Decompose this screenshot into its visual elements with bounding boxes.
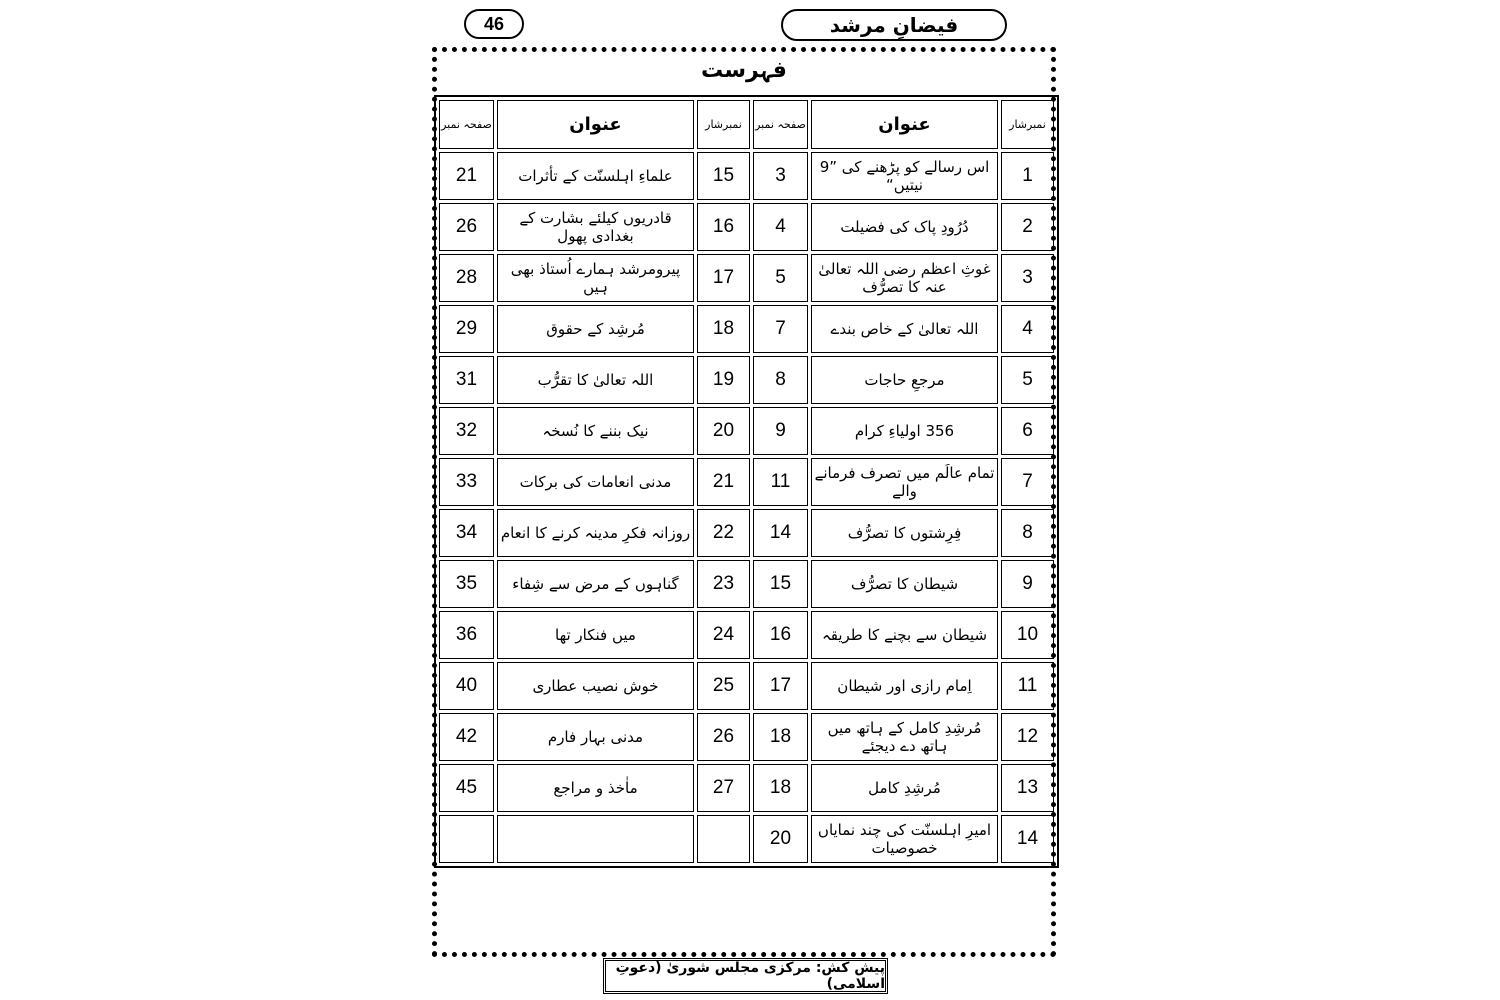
right-page-cell: 18 [753, 713, 808, 761]
left-page-cell: 21 [439, 152, 494, 200]
left-page-cell: 28 [439, 254, 494, 302]
left-serial-cell: 26 [697, 713, 750, 761]
right-page-cell: 20 [753, 815, 808, 863]
left-serial-cell: 19 [697, 356, 750, 404]
left-title-cell: گناہوں کے مرض سے شِفاء [497, 560, 694, 608]
book-title: فیضانِ مرشد [781, 9, 1007, 41]
right-serial-cell: 3 [1001, 254, 1054, 302]
left-page-cell: 31 [439, 356, 494, 404]
page-number: 46 [464, 9, 524, 39]
right-page-cell: 8 [753, 356, 808, 404]
toc-row [439, 560, 1054, 608]
toc-row [439, 152, 1054, 200]
right-title-cell: شیطان کا تصرُّف [811, 560, 998, 608]
right-serial-cell: 10 [1001, 611, 1054, 659]
right-page-col-header: صفحہ نمبر [753, 100, 808, 149]
left-title-cell: میں فنکار تھا [497, 611, 694, 659]
left-page-cell: 29 [439, 305, 494, 353]
left-page-cell: 42 [439, 713, 494, 761]
right-page-cell: 18 [753, 764, 808, 812]
left-serial-col-header: نمبرشار [697, 100, 750, 149]
left-title-cell: اللہ تعالیٰ کا تقرُّب [497, 356, 694, 404]
right-serial-cell: 2 [1001, 203, 1054, 251]
left-title-cell: مدنی بہار فارم [497, 713, 694, 761]
left-serial-cell: 17 [697, 254, 750, 302]
right-page-cell: 7 [753, 305, 808, 353]
right-title-cell: اس رسالے کو پڑھنے کی ”9 نیتیں“ [811, 152, 998, 200]
left-page-cell: 34 [439, 509, 494, 557]
left-serial-cell: 27 [697, 764, 750, 812]
right-page-cell: 11 [753, 458, 808, 506]
right-title-cell: امیرِ اہلسنّت کی چند نمایاں خصوصیات [811, 815, 998, 863]
left-page-cell: 36 [439, 611, 494, 659]
right-serial-cell: 6 [1001, 407, 1054, 455]
left-title-cell [497, 815, 694, 863]
left-title-cell: مدنی انعامات کی برکات [497, 458, 694, 506]
right-title-cell: شیطان سے بچنے کا طریقہ [811, 611, 998, 659]
left-serial-cell: 18 [697, 305, 750, 353]
right-title-cell: غوثِ اعظم رضی اللہ تعالیٰ عنہ کا تصرُّف [811, 254, 998, 302]
left-serial-cell: 24 [697, 611, 750, 659]
toc-table [434, 95, 1059, 868]
toc-row [439, 254, 1054, 302]
right-serial-cell: 12 [1001, 713, 1054, 761]
left-page-cell: 33 [439, 458, 494, 506]
left-title-cell: علماءِ اہلسنّت کے تأثرات [497, 152, 694, 200]
left-title-cell: مُرشِد کے حقوق [497, 305, 694, 353]
left-title-col-header: عنوان [497, 100, 694, 149]
right-serial-cell: 11 [1001, 662, 1054, 710]
right-serial-cell: 4 [1001, 305, 1054, 353]
left-serial-cell: 16 [697, 203, 750, 251]
toc-row [439, 356, 1054, 404]
left-title-cell: خوش نصیب عطاری [497, 662, 694, 710]
toc-row [439, 764, 1054, 812]
right-page-cell: 9 [753, 407, 808, 455]
left-title-cell: روزانہ فکرِ مدینہ کرنے کا انعام [497, 509, 694, 557]
right-title-cell: اِمام رازی اور شیطان [811, 662, 998, 710]
toc-heading: فہرست [701, 58, 787, 83]
left-serial-cell: 21 [697, 458, 750, 506]
right-serial-cell: 14 [1001, 815, 1054, 863]
right-serial-cell: 7 [1001, 458, 1054, 506]
left-page-cell: 45 [439, 764, 494, 812]
toc-row [439, 407, 1054, 455]
left-title-cell: نیک بننے کا نُسخہ [497, 407, 694, 455]
toc-row [439, 509, 1054, 557]
left-title-cell: ماٰخذ و مراجع [497, 764, 694, 812]
right-serial-col-header: نمبرشار [1001, 100, 1054, 149]
toc-row [439, 458, 1054, 506]
right-page-cell: 3 [753, 152, 808, 200]
left-serial-cell: 23 [697, 560, 750, 608]
right-title-cell: دُرُودِ پاک کی فضیلت [811, 203, 998, 251]
left-serial-cell: 22 [697, 509, 750, 557]
right-serial-cell: 8 [1001, 509, 1054, 557]
right-page-cell: 15 [753, 560, 808, 608]
right-title-cell: مُرشِدِ کامل [811, 764, 998, 812]
left-title-cell: قادریوں کیلئے بشارت کے بغدادی پھول [497, 203, 694, 251]
left-serial-cell: 20 [697, 407, 750, 455]
right-page-cell: 4 [753, 203, 808, 251]
right-title-cell: اللہ تعالیٰ کے خاص بندے [811, 305, 998, 353]
right-title-cell: مُرشِدِ کامل کے ہاتھ میں ہاتھ دے دیجئے [811, 713, 998, 761]
right-page-cell: 16 [753, 611, 808, 659]
toc-header-row [439, 100, 1054, 149]
toc-row [439, 611, 1054, 659]
right-title-cell: فِرِشتوں کا تصرُّف [811, 509, 998, 557]
left-title-cell: پیرومرشد ہمارے اُستاذ بھی ہیں [497, 254, 694, 302]
toc-row [439, 815, 1054, 863]
right-page-cell: 5 [753, 254, 808, 302]
right-title-cell: تمام عالَم میں تصرف فرمانے والے [811, 458, 998, 506]
left-page-col-header: صفحہ نمبر [439, 100, 494, 149]
right-title-col-header: عنوان [811, 100, 998, 149]
toc-row [439, 305, 1054, 353]
left-page-cell: 40 [439, 662, 494, 710]
left-serial-cell: 25 [697, 662, 750, 710]
right-page-cell: 14 [753, 509, 808, 557]
left-serial-cell [697, 815, 750, 863]
toc-row [439, 713, 1054, 761]
left-page-cell [439, 815, 494, 863]
left-page-cell: 26 [439, 203, 494, 251]
right-serial-cell: 1 [1001, 152, 1054, 200]
toc-row [439, 203, 1054, 251]
right-title-cell: 356 اولیاءِ کرام [811, 407, 998, 455]
left-page-cell: 32 [439, 407, 494, 455]
right-serial-cell: 9 [1001, 560, 1054, 608]
right-page-cell: 17 [753, 662, 808, 710]
toc-row [439, 662, 1054, 710]
right-serial-cell: 13 [1001, 764, 1054, 812]
right-title-cell: مرجعِ حاجات [811, 356, 998, 404]
left-serial-cell: 15 [697, 152, 750, 200]
left-page-cell: 35 [439, 560, 494, 608]
footer-credit: پیش کش: مرکزی مجلس شوریٰ (دعوتِ اسلامی) [603, 958, 888, 994]
right-serial-cell: 5 [1001, 356, 1054, 404]
